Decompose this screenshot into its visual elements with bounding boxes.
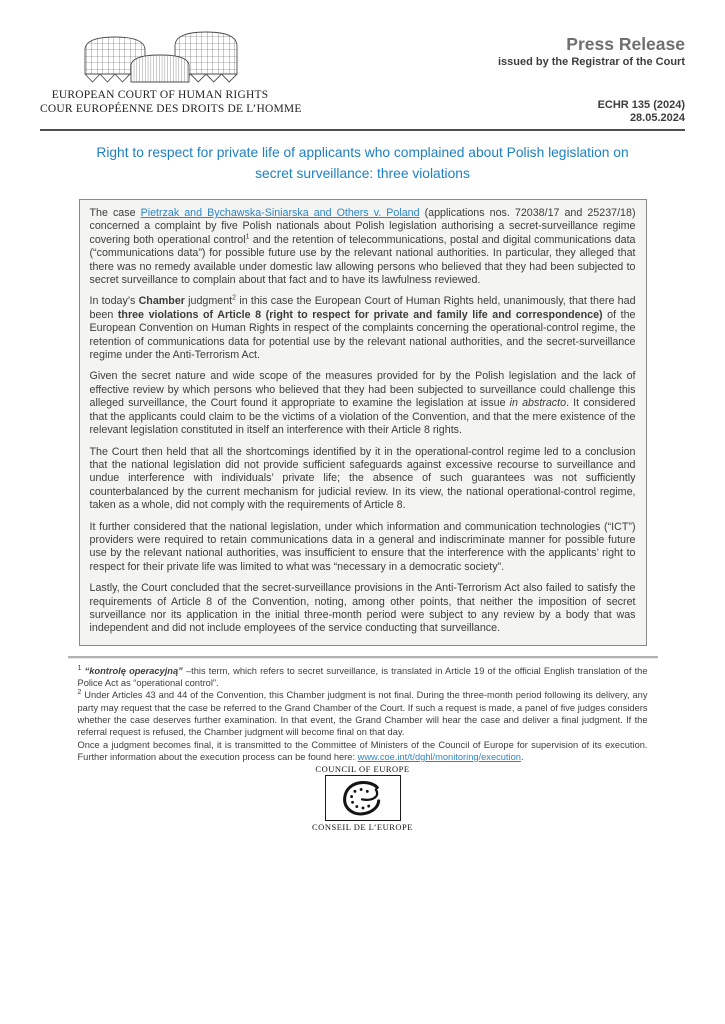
- text-segment: Under Articles 43 and 44 of the Convention, this Chamber judgment is not final. During the three-month period following its delivery, any party may request that the case be referred to the Grand Chamber of the Court. If such a request is made, a panel of five judges considers whether the case deserves further examination. In that event, the Grand Chamber will hear the case and deliver a final judgment. If the referral request is refused, the Chamber judgment will become final on that day.: [77, 690, 648, 738]
- text-segment: of the European Convention on Human Rights in respect of the complaints concerning the operational-control regime, the retention of communications data for potential use by the relevant national authorities, and the secret-surveillance regime under the Anti-Terrorism Act.: [89, 308, 636, 362]
- text-segment: Once a judgment becomes final, it is transmitted to the Committee of Ministers of the Council of Europe for supervision of its execution. Further information about the execution process can be found here:: [77, 739, 648, 762]
- summary-box: [79, 199, 647, 646]
- footnotes: [78, 665, 648, 763]
- issued-by-label: issued by the Registrar of the Court: [497, 56, 685, 68]
- text-segment: The case: [89, 207, 141, 219]
- council-caption-en: COUNCIL OF EUROPE: [315, 764, 410, 775]
- text-segment: –this term, which refers to secret surveillance, is translated in Article 19 of the official English translation of the Police Act as “operational control”.: [77, 665, 648, 689]
- footnote-ref-2: 2: [232, 294, 237, 302]
- bold-segment: three violations of Article 8 (right to respect for private and family life and correspondence): [117, 308, 603, 321]
- paragraph-2: [90, 295, 636, 362]
- header-right: [498, 30, 685, 124]
- text-segment: . It considered that the applicants could claim to be the victims of a violation of the Convention, and that the mere existence of the relevant legislation constituted in itself an interference with their Article 8 rights.: [89, 397, 636, 437]
- text-segment: in this case the European Court of Human Rights held, unanimously, that there had been: [89, 295, 636, 321]
- text-segment: In today’s: [89, 295, 139, 308]
- text-segment: Given the secret nature and wide scope of the measures provided for by the Polish legislation and the lack of effective review by which persons who believed that they had been subjected to surveillance could challenge this alleged surveillance, the Court found it appropriate to examine the legislation at issue: [89, 370, 636, 410]
- footnote-ref-1: 1: [245, 233, 250, 241]
- council-caption-fr: CONSEIL DE L’EUROPE: [312, 822, 413, 833]
- paragraph-3: [90, 370, 636, 437]
- press-release-label: Press Release: [566, 34, 685, 54]
- paragraph-1: [90, 207, 636, 287]
- footnote-term: “kontrolę operacyjną”: [81, 665, 183, 676]
- text-segment: judgment: [184, 295, 233, 308]
- council-of-europe-logo-box: [325, 775, 401, 821]
- footnote-1: [78, 665, 648, 690]
- italic-segment: in abstracto: [509, 397, 567, 410]
- header: [40, 30, 685, 124]
- case-link[interactable]: Pietrzak and Bychawska-Siniarska and Others v. Poland: [140, 207, 420, 219]
- council-of-europe-footer: [40, 764, 685, 832]
- paragraph-6: Lastly, the Court concluded that the secret-surveillance provisions in the Anti-Terrorism Act also failed to satisfy the requirements of Article 8 of the Convention, noting, among other points, that neither the imposition of secret surveillance nor its application in the initial three-month period were subject to any review by a body that was independent and did not include employees of the service conducting that surveillance.: [89, 582, 636, 635]
- text-segment: and the retention of telecommunications, postal and digital communications data (“communications data”) for possible future use by the relevant national authorities. In particular, they alleged that there was no remedy available under domestic law allowing persons who believed that they had been subjected to secret surveillance to complain about that fact and to have its lawfulness reviewed.: [89, 233, 636, 287]
- document-date: 28.05.2024: [629, 112, 685, 124]
- footnote-2-marker: 2: [77, 689, 82, 697]
- footnote-2-continued: [78, 739, 648, 764]
- header-left: [40, 30, 302, 116]
- footnote-2: [78, 689, 648, 738]
- footnote-separator: [68, 656, 658, 658]
- org-name-fr: COUR EUROPÉENNE DES DROITS DE L’HOMME: [40, 103, 302, 115]
- org-name-en: EUROPEAN COURT OF HUMAN RIGHTS: [51, 89, 269, 101]
- document-reference: ECHR 135 (2024): [597, 99, 685, 111]
- paragraph-5: It further considered that the national legislation, under which information and communication technologies (“ICT”) providers were required to retain communications data in a general and indiscriminate manner for possible future use by the relevant national authorities, was insufficient to ensure that the interference with the applicants’ right to respect for their private life was limited to what was “necessary in a democratic society”.: [89, 520, 636, 573]
- bold-segment: Chamber: [138, 295, 185, 308]
- header-divider: [40, 129, 685, 131]
- council-of-europe-logo-icon: [334, 779, 392, 817]
- execution-process-link[interactable]: www.coe.int/t/dghl/monitoring/execution: [357, 751, 521, 762]
- text-segment: (applications nos. 72038/17 and 25237/18) concerned a complaint by five Polish nationals about Polish legislation authorising a secret-surveillance regime covering both operational control: [89, 207, 636, 246]
- page-title: Right to respect for private life of applicants who complained about Polish legislation on secret surveillance: three violations: [96, 145, 629, 181]
- paragraph-4: The Court then held that all the shortcomings identified by it in the operational-control regime led to a conclusion that the national legislation did not provide sufficient safeguards against excessive recourse to surveillance and undue interference with individuals’ private life; the absence of such guarantees was not sufficiently counterbalanced by the current mechanism for judicial review. In its view, the national operational-control regime, taken as a whole, did not comply with the requirements of Article 8.: [89, 445, 636, 512]
- footnote-1-marker: 1: [77, 664, 82, 672]
- echr-building-logo-icon: [75, 30, 245, 88]
- text-segment: .: [520, 751, 524, 762]
